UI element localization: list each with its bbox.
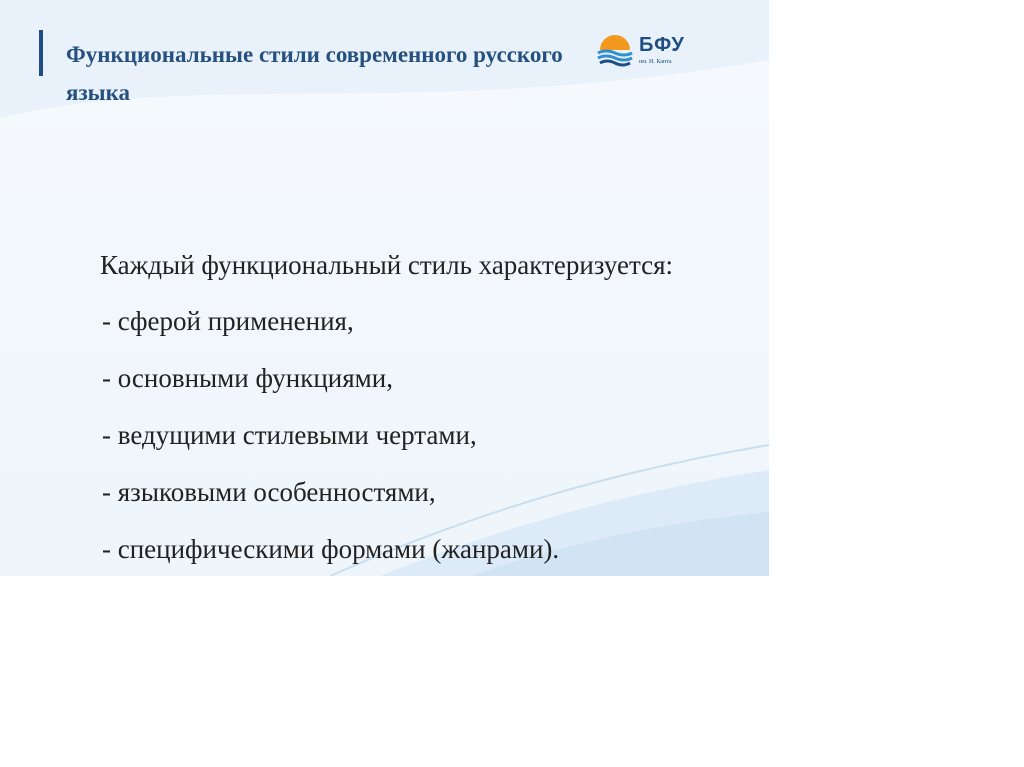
list-item: - основными функциями, — [102, 363, 393, 393]
intro-text: Каждый функциональный стиль характеризуется: — [100, 250, 674, 280]
list-item: - сферой применения, — [102, 306, 354, 336]
logo-name: БФУ — [639, 34, 685, 56]
slide-title: Функциональные стили современного русского языка — [66, 42, 563, 105]
list-item: - специфическими формами (жанрами). — [102, 534, 560, 564]
logo-subtitle: им. И. Канта — [639, 59, 672, 65]
list-item: - ведущими стилевыми чертами, — [102, 420, 477, 450]
list-item: - языковыми особенностями, — [102, 477, 436, 507]
characteristics-list — [102, 302, 559, 576]
